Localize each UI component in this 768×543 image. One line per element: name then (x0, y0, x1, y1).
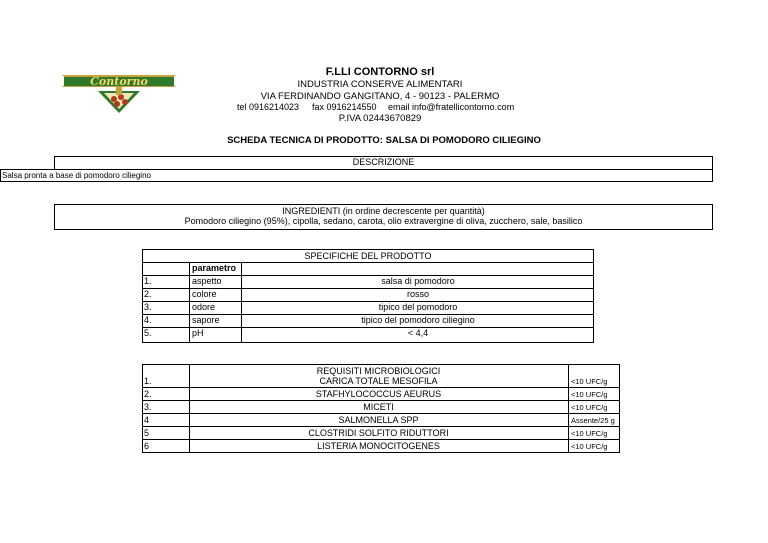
company-name: F.LLI CONTORNO srl (325, 66, 435, 78)
micro-limit: <10 UFC/g (571, 377, 608, 386)
row-number: 1. (144, 376, 152, 386)
param-name: colore (192, 289, 217, 299)
company-logo (58, 63, 180, 118)
company-address: VIA FERDINANDO GANGITANO, 4 - 90123 - PALERMO (260, 91, 500, 102)
row-number: 1. (144, 276, 152, 286)
company-email: email info@fratellicontorno.com (388, 102, 515, 112)
param-column-header: parametro (192, 263, 237, 273)
logo-text: Contorno (90, 75, 148, 88)
micro-limit: <10 UFC/g (571, 390, 608, 399)
company-tel: tel 0916214023 (237, 102, 300, 112)
company-fax: fax 0916214550 (312, 102, 377, 112)
micro-limit: <10 UFC/g (571, 442, 608, 451)
param-name: pH (192, 328, 204, 338)
param-value: salsa di pomodoro (381, 276, 455, 286)
micro-limit: <10 UFC/g (571, 403, 608, 412)
descrizione-heading: DESCRIZIONE (352, 157, 415, 167)
micro-name: MICETI (363, 402, 394, 412)
micro-name: CLOSTRIDI SOLFITO RIDUTTORI (308, 428, 449, 438)
param-value: < 4,4 (407, 328, 429, 338)
ingredienti-text: Pomodoro ciliegino (95%), cipolla, sedano, carota, olio extravergine di oliva, zucchero, sale, basilico (184, 216, 583, 226)
micro-limit: Assente/25 g (571, 416, 615, 425)
micro-limit: <10 UFC/g (571, 429, 608, 438)
ingredienti-heading: INGREDIENTI (in ordine decrescente per quantità) (282, 206, 485, 216)
row-number: 5 (144, 428, 150, 438)
document-title: SCHEDA TECNICA DI PRODOTTO: SALSA DI POMODORO CILIEGINO (227, 135, 541, 146)
row-number: 5. (144, 328, 152, 338)
company-piva: P.IVA 02443670829 (338, 113, 422, 124)
micro-name: SALMONELLA SPP (338, 415, 419, 425)
param-name: odore (192, 302, 216, 312)
micro-heading: REQUISITI MICROBIOLOGICI (316, 366, 441, 376)
param-name: sapore (192, 315, 220, 325)
micro-name: CARICA TOTALE MESOFILA (319, 376, 438, 386)
row-number: 2. (144, 389, 152, 399)
row-number: 3. (144, 402, 152, 412)
micro-name: STAFHYLOCOCCUS AEURUS (315, 389, 442, 399)
param-value: tipico del pomodoro (378, 302, 458, 312)
descrizione-text: Salsa pronta a base di pomodoro ciliegino (2, 171, 151, 180)
micro-name: LISTERIA MONOCITOGENES (317, 441, 440, 451)
param-value: rosso (406, 289, 429, 299)
row-number: 4 (144, 415, 150, 425)
company-line1: INDUSTRIA CONSERVE ALIMENTARI (297, 79, 463, 90)
param-name: aspetto (192, 276, 222, 286)
logo-graphic (58, 63, 180, 118)
param-value: tipico del pomodoro ciliegino (361, 315, 475, 325)
row-number: 6 (144, 441, 150, 451)
specifiche-heading: SPECIFICHE DEL PRODOTTO (304, 251, 432, 261)
row-number: 3. (144, 302, 152, 312)
row-number: 2. (144, 289, 152, 299)
row-number: 4. (144, 315, 152, 325)
